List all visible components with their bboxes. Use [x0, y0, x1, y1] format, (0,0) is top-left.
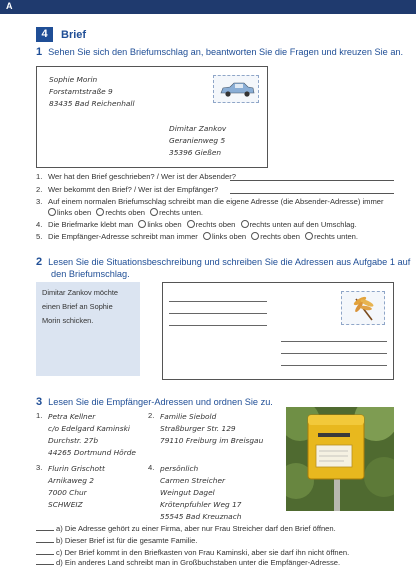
address-line: Weingut Dagel	[160, 488, 215, 497]
option-label: links oben	[57, 208, 92, 217]
header-label: A	[6, 1, 13, 11]
statement-d	[36, 558, 340, 568]
statement-letter: a)	[56, 524, 63, 533]
address-number: 3.	[36, 463, 43, 472]
statement-text: Der Brief kommt in den Briefkasten von Frau Kaminski, aber sie darf ihn nicht öffnen.	[64, 548, 350, 557]
address-line: Straßburger Str. 129	[160, 424, 236, 433]
statement-letter: b)	[56, 536, 63, 545]
checkbox-q3-links-oben[interactable]	[48, 208, 56, 216]
question-text: Die Briefmarke klebt man	[48, 220, 134, 229]
task2-instruction-text: Lesen Sie die Situationsbeschreibung und schreiben Sie die Adressen aus Aufgabe 1 auf	[48, 257, 411, 267]
sender-address	[49, 74, 135, 110]
statement-letter: d)	[56, 558, 63, 567]
section-title: Brief	[61, 29, 87, 41]
question-3	[36, 197, 384, 207]
question-text: Wer hat den Brief geschrieben? / Wer ist der Absender?	[48, 172, 236, 181]
address-line: Durchstr. 27b	[48, 436, 99, 445]
top-bar	[0, 0, 416, 14]
checkbox-q5-rechts-oben[interactable]	[251, 232, 259, 240]
task1-instruction-text: Sehen Sie sich den Briefumschlag an, beantworten Sie die Fragen und kreuzen Sie an.	[48, 47, 404, 57]
recipient-address	[169, 123, 226, 159]
option-label: rechts oben	[195, 220, 236, 229]
address-line: persönlich	[160, 464, 199, 473]
answer-blank[interactable]	[36, 542, 54, 543]
recipient-line: Geranienweg 5	[169, 136, 226, 145]
statement-text: Ein anderes Land schreibt man in Großbuchstaben unter die Empfänger-Adresse.	[64, 558, 341, 567]
task3-instruction	[36, 396, 273, 408]
dragonfly-stamp-icon	[350, 295, 378, 323]
sender-line: 83435 Bad Reichenhall	[49, 99, 135, 108]
address-line: Petra Kellner	[48, 412, 96, 421]
address-line: Arnikaweg 2	[48, 476, 94, 485]
address-body	[48, 411, 136, 459]
statement-c	[36, 548, 349, 558]
envelope-task2	[162, 282, 394, 380]
task2-instruction	[36, 256, 410, 268]
statement-letter: c)	[56, 548, 63, 557]
address-line: 55545 Bad Kreuznach	[160, 512, 242, 521]
task2-number: 2	[36, 256, 43, 268]
question-text: Die Empfänger-Adresse schreibt man immer	[48, 232, 198, 241]
option-label: rechts oben	[105, 208, 146, 217]
envelope-task1	[36, 66, 268, 168]
situation-line: Morin schicken.	[42, 316, 94, 325]
address-line: Carmen Streicher	[160, 476, 226, 485]
task3-instruction-text: Lesen Sie die Empfänger-Adressen und ordnen Sie zu.	[48, 397, 273, 407]
option-label: links oben	[211, 232, 247, 241]
sender-write-line[interactable]	[169, 313, 267, 314]
answer-blank[interactable]	[36, 564, 54, 565]
question-5	[36, 232, 358, 242]
checkbox-q5-rechts-unten[interactable]	[305, 232, 313, 240]
address-body	[160, 411, 263, 447]
address-line: Krötenpfuhler Weg 17	[160, 500, 242, 509]
question-number: 1.	[36, 172, 43, 181]
question-4	[36, 220, 357, 230]
checkbox-q4-links-oben[interactable]	[138, 220, 146, 228]
option-label: rechts unten.	[314, 232, 358, 241]
question-2	[36, 185, 218, 195]
question-number: 4.	[36, 220, 43, 229]
statement-b	[36, 536, 197, 546]
address-line: Familie Siebold	[160, 412, 217, 421]
statement-text: Die Adresse gehört zu einer Firma, aber nur Frau Streicher darf den Brief öffnen.	[64, 524, 336, 533]
sender-write-line[interactable]	[169, 301, 267, 302]
address-line: 7000 Chur	[48, 488, 87, 497]
option-label: rechts unten auf den Umschlag.	[249, 220, 357, 229]
address-line: c/o Edelgard Kaminski	[48, 424, 130, 433]
checkbox-q3-rechts-oben[interactable]	[96, 208, 104, 216]
address-line: Flurin Grischott	[48, 464, 105, 473]
option-label: links oben	[147, 220, 182, 229]
statement-a	[36, 524, 336, 534]
sender-line: Forstamtstraße 9	[49, 87, 113, 96]
recipient-write-line[interactable]	[281, 365, 387, 366]
recipient-line: 35396 Gießen	[169, 148, 222, 157]
answer-line-2[interactable]	[230, 193, 394, 194]
task1-number: 1	[36, 46, 43, 58]
address-line: 44265 Dortmund Hörde	[48, 448, 136, 457]
question-text: Wer bekommt den Brief? / Wer ist der Empfänger?	[48, 185, 219, 194]
question-3-options	[48, 208, 203, 218]
question-number: 5.	[36, 232, 43, 241]
sender-write-line[interactable]	[169, 325, 267, 326]
answer-line-1[interactable]	[230, 180, 394, 181]
question-number: 2.	[36, 185, 43, 194]
option-label: rechts oben	[260, 232, 300, 241]
checkbox-q5-links-oben[interactable]	[203, 232, 211, 240]
question-number: 3.	[36, 197, 43, 206]
situation-note	[36, 282, 140, 376]
question-text: Auf einem normalen Briefumschlag schreibt man die eigene Adresse (die Absender-Adresse) immer	[48, 197, 384, 206]
statement-text: Dieser Brief ist für die gesamte Familie.	[64, 536, 198, 545]
mailbox-photo	[286, 407, 394, 511]
address-number: 4.	[148, 463, 155, 472]
section-number-badge: 4	[36, 27, 53, 42]
mailbox-illustration	[286, 407, 394, 511]
recipient-write-line[interactable]	[281, 341, 387, 342]
car-stamp-icon	[218, 81, 256, 99]
stamp-dragonfly	[341, 291, 385, 325]
task2-instruction-line2: den Briefumschlag.	[51, 269, 130, 279]
answer-blank[interactable]	[36, 554, 54, 555]
situation-line: einen Brief an Sophie	[42, 302, 113, 311]
recipient-line: Dimitar Zankov	[169, 124, 227, 133]
address-body	[48, 463, 105, 511]
question-1	[36, 172, 236, 182]
address-line: 79110 Freiburg im Breisgau	[160, 436, 264, 445]
checkbox-q3-rechts-unten[interactable]	[150, 208, 158, 216]
task3-number: 3	[36, 396, 43, 408]
answer-blank[interactable]	[36, 530, 54, 531]
address-number: 2.	[148, 411, 155, 420]
checkbox-q4-rechts-oben[interactable]	[187, 220, 195, 228]
stamp-car	[213, 75, 259, 103]
address-line: SCHWEIZ	[48, 500, 83, 509]
checkbox-q4-rechts-unten[interactable]	[241, 220, 249, 228]
address-body	[160, 463, 242, 523]
situation-line: Dimitar Zankov möchte	[42, 288, 118, 297]
option-label: rechts unten.	[159, 208, 204, 217]
task1-instruction	[36, 46, 403, 58]
sender-line: Sophie Morin	[49, 75, 98, 84]
address-number: 1.	[36, 411, 43, 420]
recipient-write-line[interactable]	[281, 353, 387, 354]
